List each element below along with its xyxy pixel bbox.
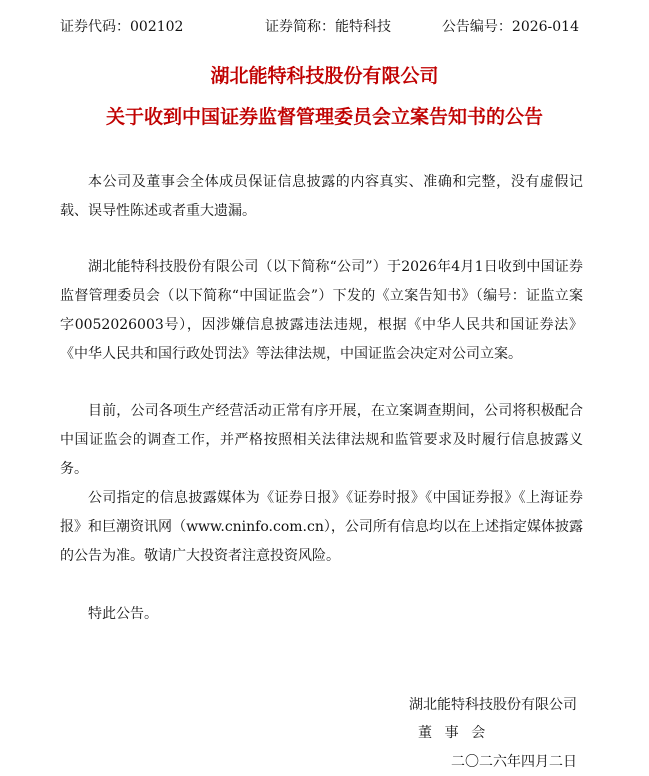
stock-code: 证券代码：002102: [60, 19, 184, 35]
body-paragraph-operations: 目前，公司各项生产经营活动正常有序开展，在立案调查期间，公司将积极配合中国证监会的调查工作，并严格按照相关法律法规和监管要求及时履行信息披露义务。: [60, 403, 583, 477]
signature-company: 湖北能特科技股份有限公司: [409, 697, 577, 713]
announcement-title: 关于收到中国证券监督管理委员会立案告知书的公告: [105, 106, 543, 128]
disclosure-statement: 本公司及董事会全体成员保证信息披露的内容真实、准确和完整，没有虚假记载、误导性陈述或者重大遗漏。: [60, 174, 583, 219]
announcement-number: 公告编号：2026-014: [441, 19, 579, 35]
body-paragraph-media: 公司指定的信息披露媒体为《证券日报》《证券时报》《中国证券报》《上海证券报》和巨潮资讯网（www.cninfo.com.cn），公司所有信息均以在上述指定媒体披露的公告为准。敬请广大投资者注意投资风险。: [60, 490, 583, 564]
signature-board: 董事会: [418, 725, 498, 741]
stock-abbreviation: 证券简称：能特科技: [265, 19, 391, 35]
company-title: 湖北能特科技股份有限公司: [210, 65, 439, 87]
body-paragraph-case-notice: 湖北能特科技股份有限公司（以下简称“公司”）于2026年4月1日收到中国证券监督管理委员会（以下简称“中国证监会”）下发的《立案告知书》（编号：证监立案字0052026003号），因涉嫌信息披露违法违规，根据《中华人民共和国证券法》《中华人民共和国行政处罚法》等法律法规，中国证监会决定对公司立案。: [60, 259, 583, 362]
body-paragraph-closing: 特此公告。: [88, 606, 158, 622]
document-header: [60, 17, 579, 37]
signature-date: 二〇二六年四月二日: [451, 754, 577, 770]
